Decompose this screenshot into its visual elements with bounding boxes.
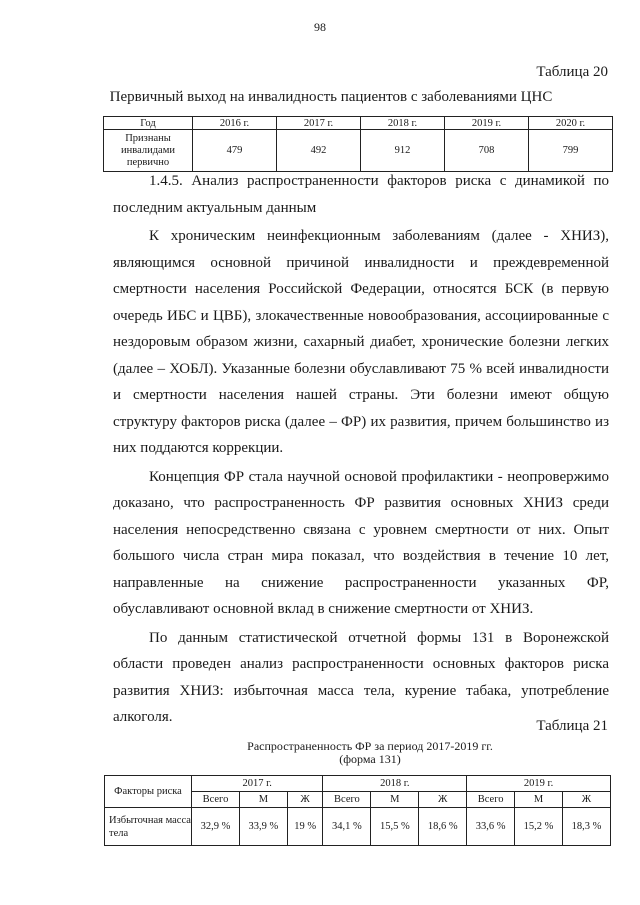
table21-subheader-cell: М bbox=[371, 792, 419, 808]
table21-row-label: Избыточная масса тела bbox=[105, 808, 192, 846]
table21-label: Таблица 21 bbox=[536, 718, 608, 734]
table21-title-line: Распространенность ФР за период 2017-2019 гг. bbox=[247, 739, 493, 753]
table21-subheader-cell: Ж bbox=[419, 792, 467, 808]
table20-label: Таблица 20 bbox=[536, 64, 608, 80]
table21-value-cell: 34,1 % bbox=[323, 808, 371, 846]
table20 bbox=[103, 116, 613, 172]
table21-title-line: (форма 131) bbox=[339, 752, 401, 766]
table21-year-row bbox=[105, 776, 611, 792]
table21-value-cell: 15,5 % bbox=[371, 808, 419, 846]
table21-year-header: 2017 г. bbox=[192, 776, 323, 792]
table20-title: Первичный выход на инвалидность пациентов с заболеваниями ЦНС bbox=[109, 89, 553, 105]
table21-value-cell: 33,6 % bbox=[467, 808, 515, 846]
table20-header-row bbox=[104, 117, 613, 130]
table21-value-cell: 18,6 % bbox=[419, 808, 467, 846]
table20-header-cell: 2019 г. bbox=[445, 117, 529, 130]
table20-header-cell: 2016 г. bbox=[193, 117, 277, 130]
body-text bbox=[113, 168, 609, 731]
paragraph: К хроническим неинфекционным заболеваниям (далее - ХНИЗ), являющимся основной причиной инвалидности и преждевременной смертности населения Российской Федерации, относятся БСК (в первую очередь ИБС и ЦВБ), злокачественные новообразования, ассоциированные с нездоровым образом жизни, сахарный диабет, хронические болезни легких (далее – ХОБЛ). Указанные болезни обуславливают 75 % всей инвалидности и смертности населения нашей страны. Эти болезни имеют общую структуру факторов риска (далее – ФР) их развития, причем большинство из них поддаются коррекции. bbox=[113, 228, 609, 456]
table20-value-cell: 708 bbox=[445, 130, 529, 172]
table21-subheader-cell: М bbox=[239, 792, 287, 808]
table21-value-cell: 33,9 % bbox=[239, 808, 287, 846]
table21-title bbox=[0, 740, 640, 766]
table21-subheader-cell: Ж bbox=[287, 792, 323, 808]
table20-row-label: Признаны инвалидами первично bbox=[104, 130, 193, 172]
table21-subheader-cell: Всего bbox=[323, 792, 371, 808]
table21-value-cell: 32,9 % bbox=[192, 808, 240, 846]
table21-year-header: 2019 г. bbox=[467, 776, 611, 792]
table20-row bbox=[104, 130, 613, 172]
table20-header-cell: 2020 г. bbox=[529, 117, 613, 130]
page-number: 98 bbox=[314, 20, 326, 34]
table20-value-cell: 479 bbox=[193, 130, 277, 172]
section-heading: 1.4.5. Анализ распространенности факторов риска с динамикой по последним актуальным данным bbox=[113, 173, 609, 216]
table20-header-cell: Год bbox=[104, 117, 193, 130]
table21-value-cell: 19 % bbox=[287, 808, 323, 846]
table21-year-header: 2018 г. bbox=[323, 776, 467, 792]
table21-subheader-cell: Ж bbox=[562, 792, 610, 808]
table21-subheader-cell: М bbox=[515, 792, 563, 808]
table20-value-cell: 492 bbox=[277, 130, 361, 172]
table21-value-cell: 18,3 % bbox=[562, 808, 610, 846]
table21-factor-header: Факторы риска bbox=[105, 776, 192, 808]
table21-value-cell: 15,2 % bbox=[515, 808, 563, 846]
table20-value-cell: 912 bbox=[361, 130, 445, 172]
paragraph: Концепция ФР стала научной основой профилактики - неопровержимо доказано, что распространенность ФР развития основных ХНИЗ среди населения непосредственно связана с уровнем смертности от них. Опыт большого числа стран мира показал, что воздействия в течение 10 лет, направленные на снижение распространенности указанных ФР, обуславливают основной вклад в снижение смертности от ХНИЗ. bbox=[113, 468, 609, 617]
table20-header-cell: 2017 г. bbox=[277, 117, 361, 130]
table21-subheader-cell: Всего bbox=[467, 792, 515, 808]
table21-row bbox=[105, 808, 611, 846]
paragraph: По данным статистической отчетной формы 131 в Воронежской области проведен анализ распространенности основных факторов риска развития ХНИЗ: избыточная масса тела, курение табака, употребление алкоголя. bbox=[113, 629, 609, 725]
table21 bbox=[104, 775, 611, 846]
table21-subheader-cell: Всего bbox=[192, 792, 240, 808]
table20-header-cell: 2018 г. bbox=[361, 117, 445, 130]
table20-value-cell: 799 bbox=[529, 130, 613, 172]
